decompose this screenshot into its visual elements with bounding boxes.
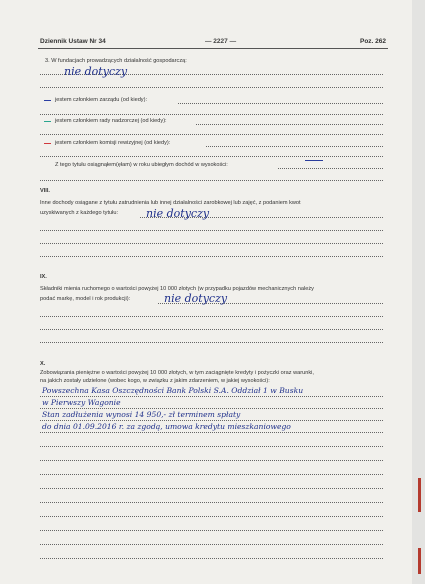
answer-line [40,558,383,559]
handwritten-answer: nie dotyczy [164,292,228,305]
answer-line [40,87,383,88]
answer-line [196,124,383,125]
handwritten-answer: nie dotyczy [64,65,128,78]
handwritten-answer-line: Stan zadłużenia wynosi 14 950,- zł terminem spłaty [42,410,241,419]
answer-line [40,530,383,531]
position-number: Poz. 262 [360,38,387,45]
answer-line [40,460,383,461]
answer-line [40,180,383,181]
section10-title: X. [40,361,46,367]
handwritten-dash [305,160,323,161]
red-edge-mark [418,548,421,574]
section9-text: podać markę, model i rok produkcji): [40,296,131,302]
answer-line [40,446,383,447]
blue-bullet [44,100,51,101]
answer-line [40,408,383,409]
answer-line [40,502,383,503]
answer-line [40,243,383,244]
section9-title: IX. [40,274,47,280]
answer-line [278,168,383,169]
answer-line [40,544,383,545]
audit-committee-label: jestem członkiem komisji rewizyjnej (od kiedy): [55,140,171,146]
answer-line [40,420,383,421]
page-number: — 2227 — [205,38,237,45]
supervisory-board-label: jestem członkiem rady nadzorczej (od kiedy): [55,118,167,124]
handwritten-answer-line: do dnia 01.09.2016 r. za zgodą, umowa kredytu mieszkaniowego [42,422,291,431]
answer-line [40,134,383,135]
answer-line [40,256,383,257]
section8-text: Inne dochody osiągane z tytułu zatrudnienia lub innej działalności zarobkowej lub zajęć, z podaniem kwot [40,200,301,206]
answer-line [40,488,383,489]
section10-text: Zobowiązania pieniężne o wartości powyżej 10 000 złotych, w tym zaciągnięte kredyty i pożyczki oraz warunki, [40,370,314,376]
answer-line [178,103,383,104]
answer-line [40,114,383,115]
answer-line [206,146,383,147]
header-rule [38,48,388,49]
section9-text: Składniki mienia ruchomego o wartości powyżej 10 000 złotych (w przypadku pojazdów mechanicznych należy [40,286,314,292]
answer-line [40,432,383,433]
handwritten-answer: nie dotyczy [146,207,210,220]
section8-text: uzyskiwanych z każdego tytułu: [40,210,119,216]
answer-line [40,329,383,330]
answer-line [40,516,383,517]
section3-label: 3. W fundacjach prowadzących działalność gospodarczą: [45,58,187,64]
section8-title: VIII. [40,188,50,194]
income-label: Z tego tytułu osiągnąłem(ęłam) w roku ubiegłym dochód w wysokości: [55,162,228,168]
teal-bullet [44,121,51,122]
answer-line [40,474,383,475]
board-member-label: jestem członkiem zarządu (od kiedy): [55,97,148,103]
answer-line [40,316,383,317]
handwritten-answer-line: Powszechna Kasa Oszczędności Bank Polski S.A. Oddział 1 w Busku [42,386,304,395]
journal-name: Dziennik Ustaw Nr 34 [40,38,106,45]
handwritten-answer-line: w Pierwszy Wagonie [42,398,121,407]
red-edge-mark [418,478,421,512]
answer-line [40,156,383,157]
section10-text: na jakich zostały udzielone (wobec kogo, w związku z jakim zdarzeniem, w jakiej wysokości): [40,378,270,384]
answer-line [40,342,383,343]
answer-line [40,396,383,397]
red-bullet [44,143,51,144]
answer-line [40,230,383,231]
